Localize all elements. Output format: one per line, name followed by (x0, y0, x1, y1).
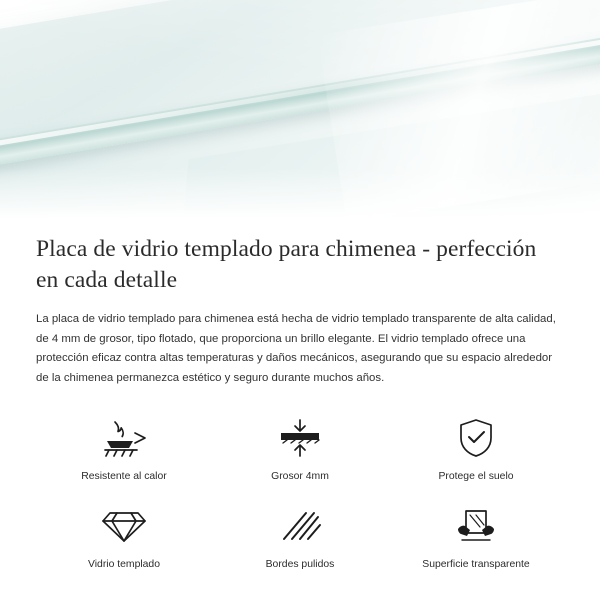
diamond-icon (101, 504, 147, 548)
feature-item-polished-edges (212, 498, 388, 574)
hero-bottom-fade (0, 168, 600, 228)
shield-check-icon (455, 416, 497, 460)
transparent-surface-icon (452, 504, 500, 548)
feature-label: Protege el suelo (438, 471, 514, 483)
page-title: Placa de vidrio templado para chimenea - perfección en cada detalle (36, 236, 537, 293)
feature-item-floor-protection (388, 410, 564, 486)
thickness-4mm-icon (275, 416, 325, 460)
feature-item-tempered-glass (36, 498, 212, 574)
feature-grid (36, 410, 564, 574)
feature-label: Resistente al calor (81, 471, 167, 483)
feature-label: Vidrio templado (87, 559, 160, 571)
polished-edges-icon (278, 504, 322, 548)
feature-label: Grosor 4mm (271, 471, 329, 483)
feature-item-thickness (212, 410, 388, 486)
feature-label: Superficie transparente (422, 559, 530, 571)
feature-label: Bordes pulidos (265, 559, 335, 571)
product-hero-image (0, 0, 600, 228)
product-description-paragraph: La placa de vidrio templado para chimenea está hecha de vidrio templado transparente de alta calidad, de 4 mm de grosor, tipo flotado, que proporciona un brillo elegante. El vidrio templado ofrece una protección eficaz contra altas temperaturas y daños mecánicos, asegurando que su espacio alrededor de la chimenea permanezca estético y seguro durante muchos años. (36, 313, 556, 384)
feature-item-transparent-surface (388, 498, 564, 574)
content-area (0, 234, 600, 574)
feature-item-heat-resistant (36, 410, 212, 486)
heat-resistant-icon (97, 416, 151, 460)
